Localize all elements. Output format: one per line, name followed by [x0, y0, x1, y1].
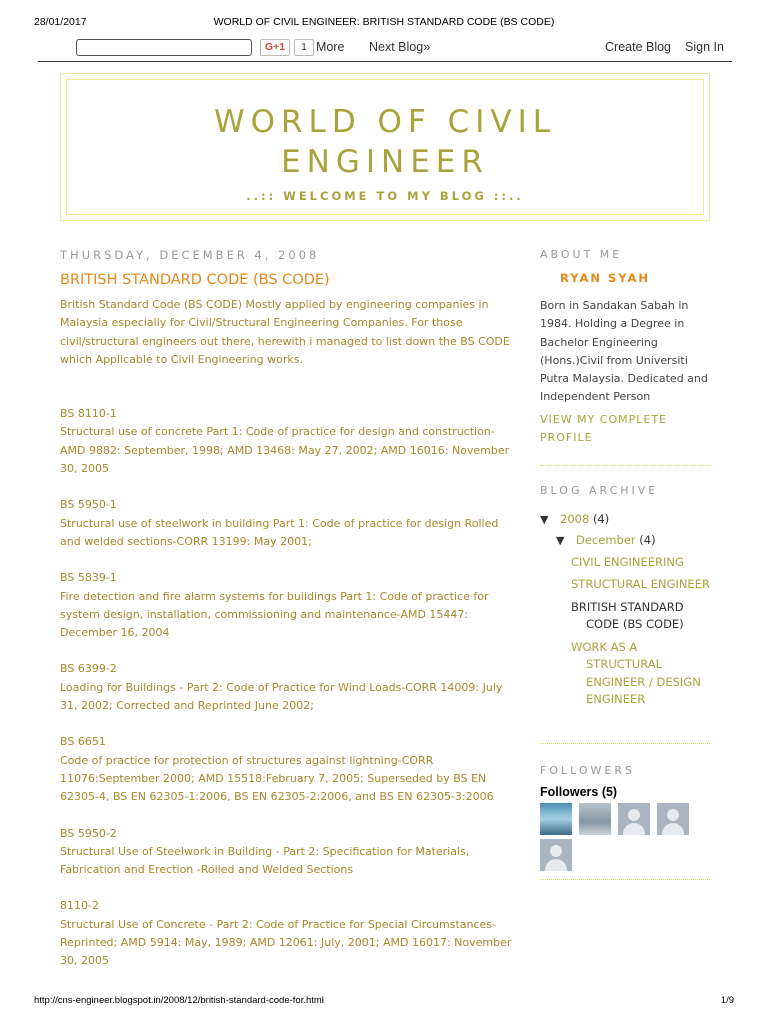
- create-blog-link[interactable]: Create Blog: [605, 40, 672, 54]
- code-number: BS 6399-2: [60, 662, 117, 676]
- print-footer: [34, 995, 734, 1009]
- code-description: Structural use of steelwork in building Part 1: Code of practice for design Rolled and welded sections-CORR 13199: May 2001;: [60, 516, 499, 548]
- code-description: Code of practice for protection of structures against lightning-CORR 11076:September 2000; AMD 15518:February 7, 2005; Superseded by BS EN 62305-4, BS EN 62305-1:2006, BS EN 62305-2:2006, and BS EN 62305-3:2006: [60, 753, 494, 804]
- divider: [540, 879, 710, 880]
- google-plus-count: 1: [294, 39, 314, 56]
- archive-heading: BLOG ARCHIVE: [540, 483, 659, 497]
- blog-description: ..:: WELCOME TO MY BLOG ::..: [246, 189, 524, 203]
- code-entry: [60, 733, 515, 806]
- follower-avatar[interactable]: [579, 803, 611, 835]
- archive-post: [571, 554, 710, 572]
- code-description: Structural Use of Steelwork in Building - Part 2: Specification for Materials, Fabrication and Erection -Rolled and Welded Sections: [60, 844, 470, 877]
- more-link[interactable]: More: [316, 40, 345, 54]
- about-text: Born in Sandakan Sabah in 1984. Holding a Degree in Bachelor Engineering (Hons.)Civil from Universiti Putra Malaysia. Dedicated and Independent Person: [540, 299, 708, 404]
- about-heading: ABOUT ME: [540, 248, 623, 261]
- blog-header: [60, 73, 710, 221]
- blog-header-inner: [66, 79, 704, 215]
- archive-post-current-label: BRITISH STANDARD CODE (BS CODE): [571, 599, 684, 632]
- print-header: [34, 16, 734, 30]
- blog-title-line-2: ENGINEER: [281, 144, 489, 180]
- follower-avatar-placeholder-icon[interactable]: [540, 839, 572, 871]
- post-body: [60, 296, 515, 971]
- followers-heading: FOLLOWERS: [540, 763, 635, 777]
- print-title: WORLD OF CIVIL ENGINEER: BRITISH STANDARD CODE (BS CODE): [213, 16, 555, 28]
- archive-post-current: [571, 599, 710, 634]
- collapse-toggle-icon[interactable]: ▼: [556, 534, 565, 548]
- archive-month-link[interactable]: December: [576, 533, 636, 548]
- follower-avatar-placeholder-icon[interactable]: [618, 803, 650, 835]
- post: [60, 248, 515, 989]
- follower-avatar-placeholder-icon[interactable]: [657, 803, 689, 835]
- code-description: Structural use of concrete Part 1: Code of practice for design and construction-AMD 9882: September, 1998; AMD 13468: May 27, 2002; AMD 16016: November 30, 2005: [60, 425, 510, 476]
- divider: [540, 743, 710, 744]
- code-number: BS 8110-1: [60, 407, 117, 421]
- google-plus-button[interactable]: G+1: [260, 39, 290, 56]
- code-entry: [60, 897, 515, 970]
- sidebar: [540, 248, 710, 880]
- code-entry: [60, 569, 515, 642]
- sign-in-link[interactable]: Sign In: [685, 40, 724, 54]
- archive-post: [571, 576, 710, 594]
- print-date: 28/01/2017: [34, 16, 87, 28]
- search-input[interactable]: [76, 39, 252, 56]
- code-number: 8110-2: [60, 899, 99, 913]
- post-intro: British Standard Code (BS CODE) Mostly applied by engineering companies in Malaysia especially for Civil/Structural Engineering Companies. For those civil/structural engineers out there, herewith i managed to list down the BS CODE which Applicable to Civil Engineering works.: [60, 298, 510, 366]
- code-description: Loading for Buildings - Part 2: Code of Practice for Wind Loads-CORR 14009: July 31, 2002; Corrected and Reprinted June 2002;: [60, 680, 503, 713]
- archive-post: [571, 639, 710, 709]
- archive-year-link[interactable]: 2008: [560, 511, 590, 526]
- archive-post-link[interactable]: CIVIL ENGINEERING: [571, 554, 684, 569]
- view-profile-link[interactable]: VIEW MY COMPLETE PROFILE: [540, 412, 668, 444]
- post-title[interactable]: BRITISH STANDARD CODE (BS CODE): [60, 272, 330, 288]
- followers-avatars: [540, 803, 710, 875]
- archive-post-list: [540, 554, 710, 709]
- next-blog-link[interactable]: Next Blog»: [369, 40, 431, 54]
- code-entry: [60, 405, 515, 478]
- code-number: BS 5839-1: [60, 571, 117, 585]
- archive-post-link[interactable]: STRUCTURAL ENGINEER: [571, 577, 710, 592]
- blog-archive: [540, 511, 710, 709]
- archive-post-link[interactable]: WORK AS A STRUCTURAL ENGINEER / DESIGN ENGINEER: [571, 639, 701, 707]
- code-description: Structural Use of Concrete - Part 2: Code of Practice for Special Circumstances-Reprinted; AMD 5914: May, 1989; AMD 12061: July, 2001; AMD 16017: November 30, 2005: [60, 917, 512, 968]
- post-date: THURSDAY, DECEMBER 4, 2008: [60, 248, 320, 262]
- code-entry: [60, 825, 515, 880]
- archive-month: [540, 532, 710, 550]
- code-entry: [60, 660, 515, 715]
- code-number: BS 6651: [60, 735, 106, 749]
- archive-year-count: (4): [592, 511, 610, 526]
- blog-title[interactable]: [67, 102, 703, 182]
- archive-year: [540, 511, 710, 529]
- code-number: BS 5950-1: [60, 498, 117, 512]
- code-number: BS 5950-2: [60, 826, 117, 840]
- print-page-number: 1/9: [720, 995, 734, 1006]
- blog-title-line-1: WORLD OF CIVIL: [213, 104, 557, 140]
- code-entry: [60, 496, 515, 551]
- collapse-toggle-icon[interactable]: ▼: [540, 512, 549, 526]
- divider: [540, 465, 710, 466]
- blogger-navbar: [38, 36, 732, 62]
- archive-month-count: (4): [639, 533, 656, 548]
- follower-avatar[interactable]: [540, 803, 572, 835]
- code-description: Fire detection and fire alarm systems for buildings Part 1: Code of practice for system design, installation, commissioning and maintenance-AMD 15447: December 16, 2004: [60, 589, 489, 640]
- print-url: http://cns-engineer.blogspot.in/2008/12/british-standard-code-for.html: [34, 995, 324, 1006]
- followers-title: Followers (5): [540, 784, 618, 799]
- author-name[interactable]: RYAN SYAH: [560, 271, 651, 285]
